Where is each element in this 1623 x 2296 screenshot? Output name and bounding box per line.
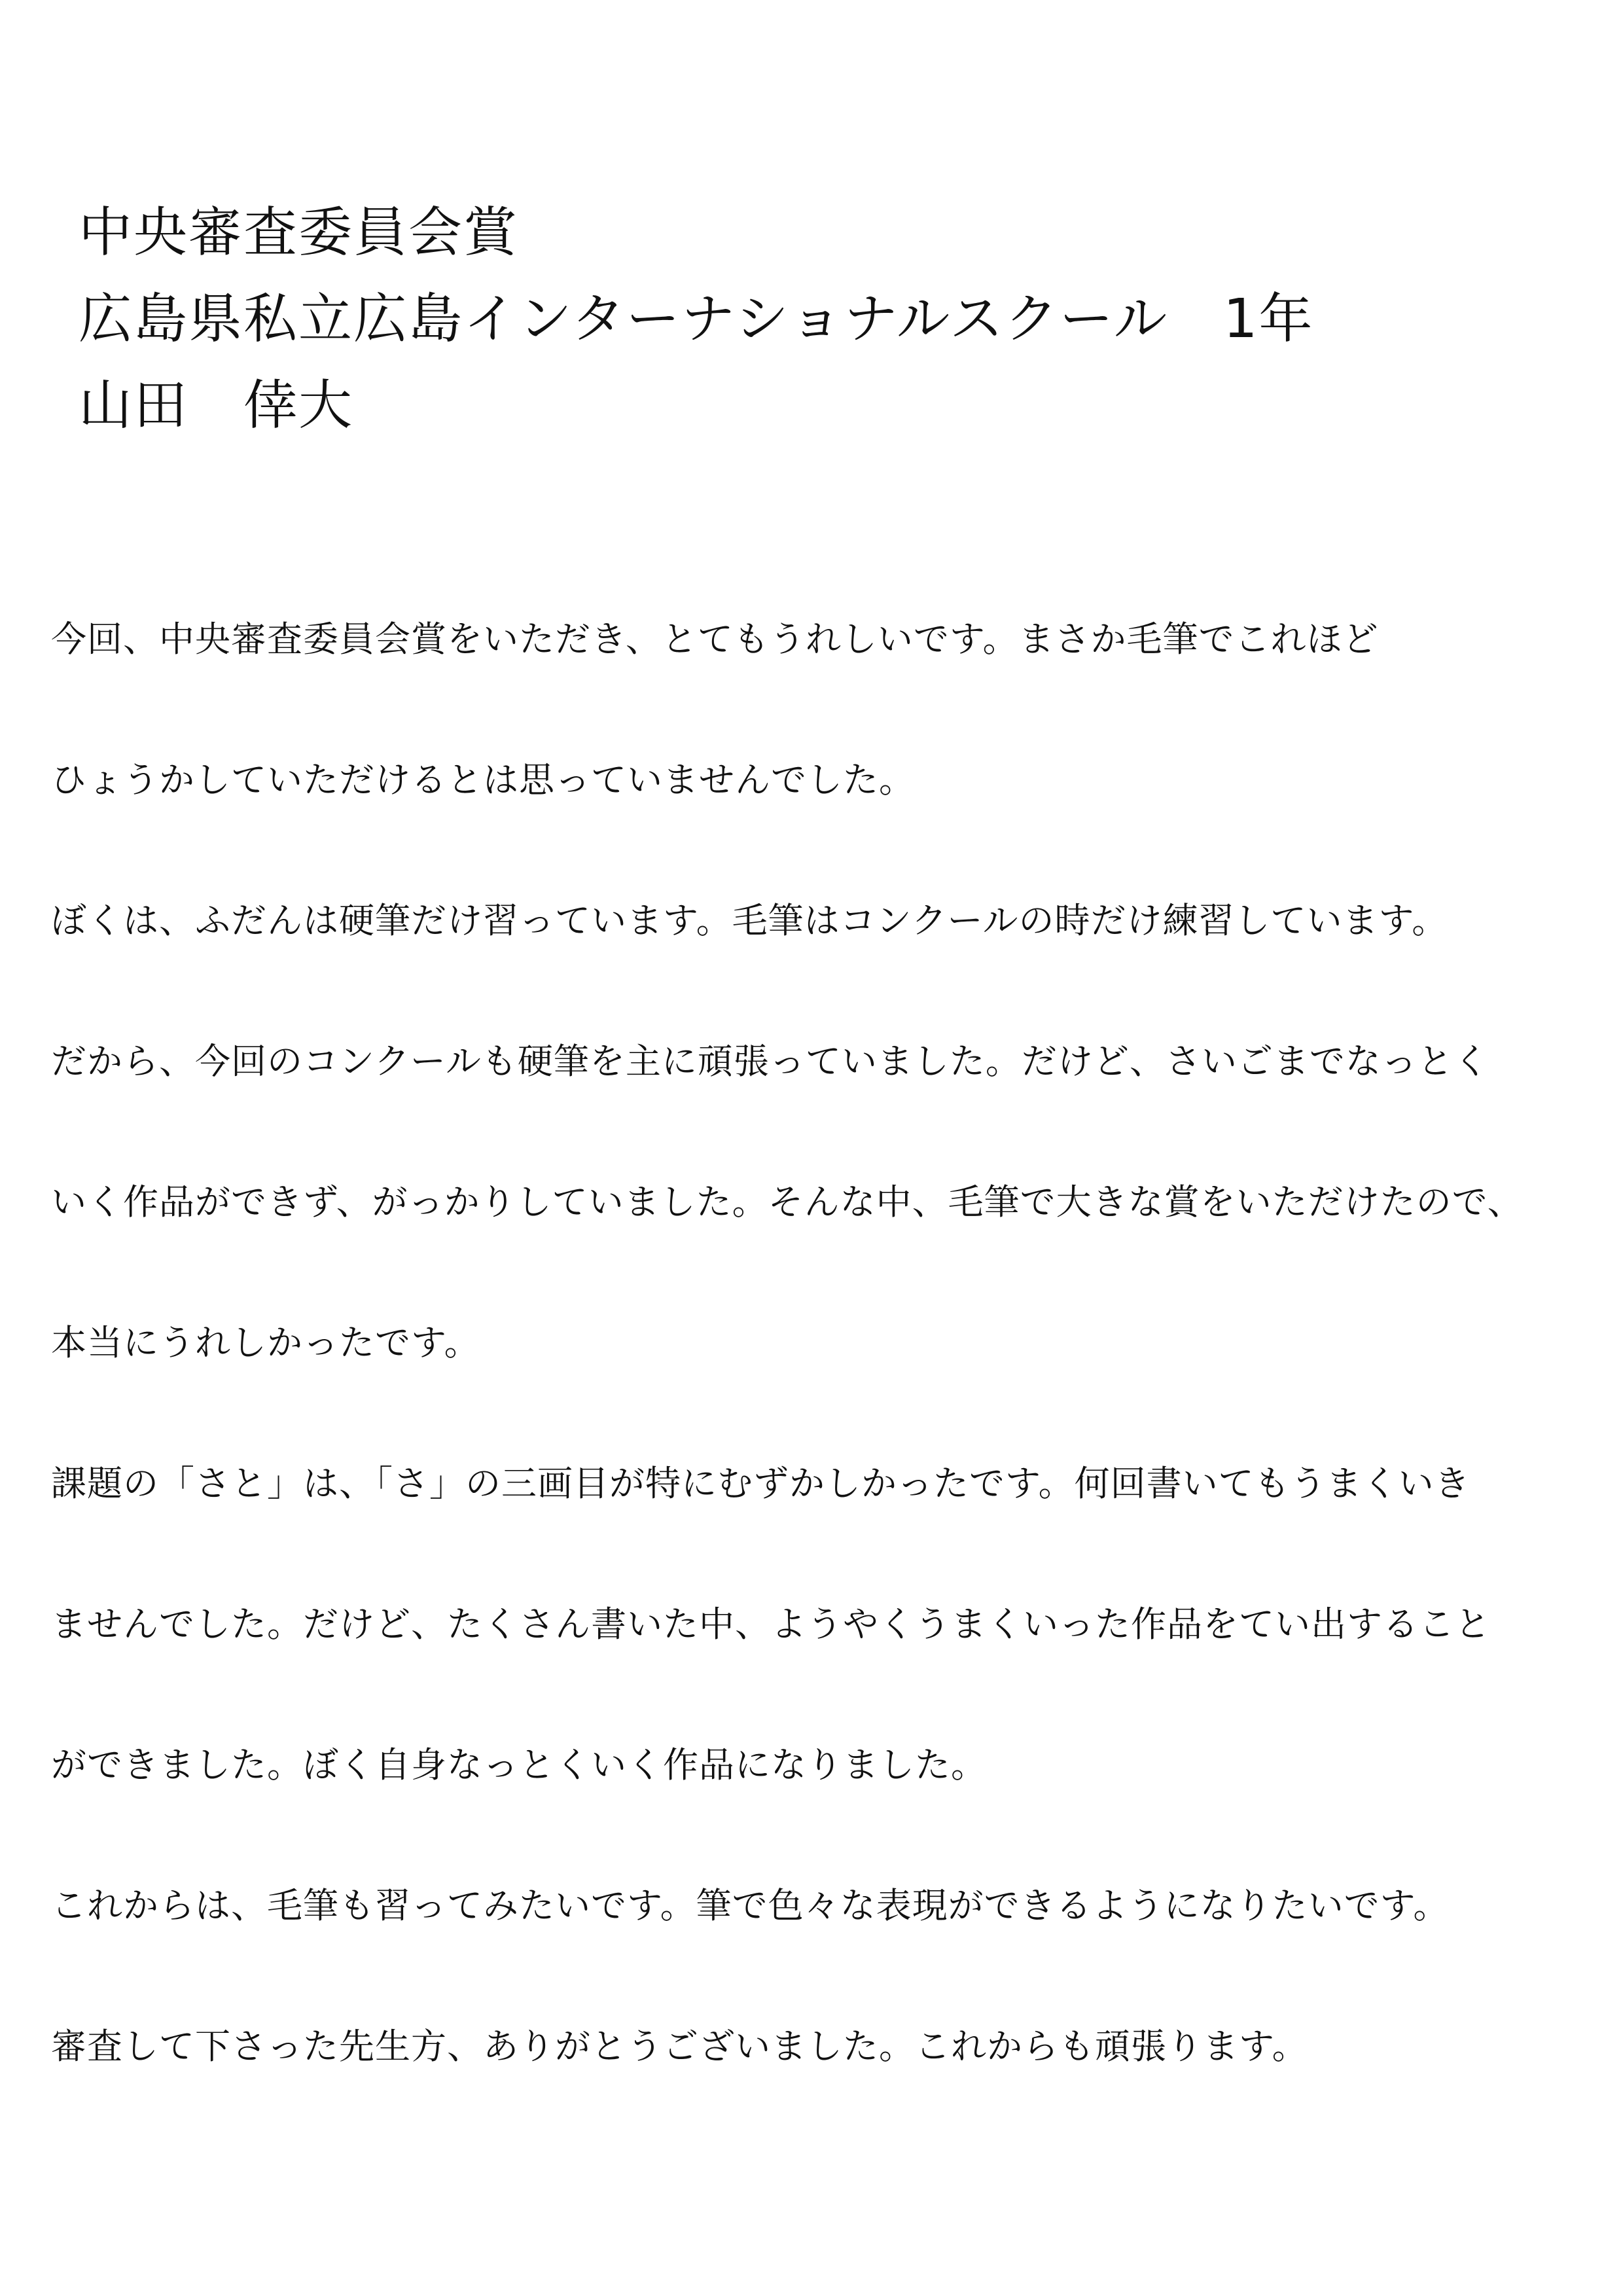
essay-line: 課題の「さと」は、「さ」の三画目が特にむずかしかったです。何回書いてもうまくいき — [51, 1463, 1471, 1504]
essay-line: 審査して下さった先生方、ありがとうございました。これからも頑張ります。 — [51, 2026, 1308, 2067]
essay-line: ぼくは、ふだんは硬筆だけ習っています。毛筆はコンクールの時だけ練習しています。 — [51, 900, 1448, 941]
essay-line: これからは、毛筆も習ってみたいです。筆で色々な表現ができるようになりたいです。 — [51, 1885, 1450, 1926]
student-name: 山田 倖大 — [79, 374, 354, 437]
essay-line: ができました。ぼく自身なっとくいく作品になりました。 — [51, 1744, 987, 1785]
essay-line: 本当にうれしかったです。 — [51, 1322, 480, 1363]
essay-line: だから、今回のコンクールも硬筆を主に頑張っていました。だけど、さいごまでなっとく — [51, 1041, 1489, 1082]
essay-line: いく作品ができず、がっかりしていました。そんな中、毛筆で大きな賞をいただけたので、 — [51, 1181, 1524, 1223]
essay-line: 今回、中央審査委員会賞をいただき、とてもうれしいです。まさか毛筆でこれほど — [51, 619, 1379, 660]
heading-block — [79, 190, 1584, 449]
essay-line: ませんでした。だけど、たくさん書いた中、ようやくうまくいった作品をてい出すること — [51, 1604, 1491, 1645]
award-title: 中央審査委員会賞 — [79, 202, 519, 264]
school-name: 広島県私立広島インターナショナルスクール 1年 — [79, 288, 1314, 350]
essay-body — [51, 619, 1615, 2166]
essay-line: ひょうかしていただけるとは思っていませんでした。 — [51, 759, 915, 800]
